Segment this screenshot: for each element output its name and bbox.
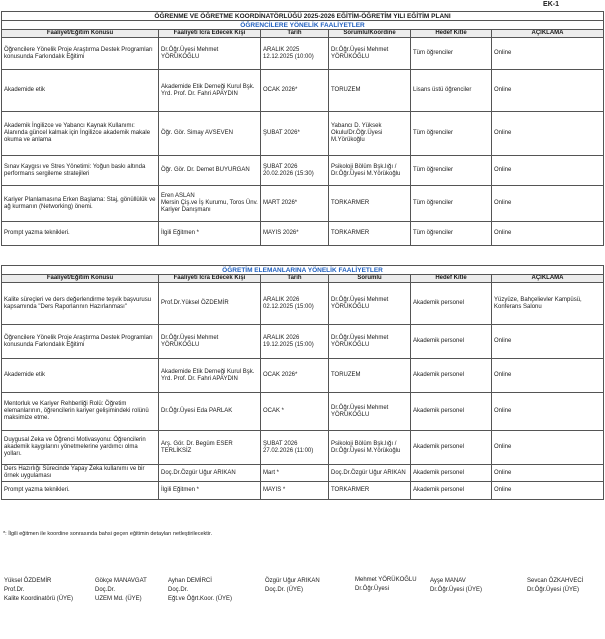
table-cell: Yüzyüze, Bahçelievler Kampüsü, Konferans Salonu [492, 283, 604, 325]
table-cell: Online [492, 222, 604, 246]
table-cell: Akademik personel [411, 393, 492, 431]
table-cell: İlgili Eğitmen * [159, 482, 261, 500]
column-header: Hedef Kitle [411, 275, 492, 283]
table-cell: Dr.Öğr.Üyesi Eda PARLAK [159, 393, 261, 431]
table-cell: Mentorluk ve Kariyer Rehberliği Rolü: Öğretim elemanlarının, öğrencilerin kariyer gelişimindeki rolünü maksimize etme. [2, 393, 159, 431]
table-cell: Akademik personel [411, 359, 492, 393]
signatory-title: Dr.Öğr.Üyesi [355, 586, 390, 592]
table-cell: TORKARMER [329, 222, 411, 246]
table-cell: Prof.Dr.Yüksel ÖZDEMİR [159, 283, 261, 325]
signatory-title: Eğt.ve Öğrt.Koor. (ÜYE) [168, 596, 233, 602]
table-cell: Online [492, 70, 604, 112]
table-row [2, 112, 604, 156]
table-cell: OCAK 2026* [261, 70, 329, 112]
table-cell: Arş. Gör. Dr. Begüm ESER TERLİKSİZ [159, 431, 261, 465]
signatory [430, 577, 482, 595]
table-cell: Tüm öğrenciler [411, 156, 492, 186]
signatory [4, 577, 73, 604]
table-cell: ARALIK 2026 19.12.2025 (15:00) [261, 325, 329, 359]
plan-title-row [2, 12, 604, 21]
table-cell: Duygusal Zeka ve Öğrenci Motivasyonu: Öğrencilerin akademik kaygılarını yönetmelerine yardımcı olma yolları. [2, 431, 159, 465]
table-cell: Dr.Öğr.Üyesi Mehmet YÖRÜKOĞLU [329, 393, 411, 431]
table-cell: MART 2026* [261, 186, 329, 222]
signatory-name: Sevcan ÖZKAHVECİ [527, 578, 584, 584]
table-row [2, 222, 604, 246]
table-row [2, 359, 604, 393]
section-title-row [2, 21, 604, 30]
table-cell: Öğr. Gör. Dr. Demet BUYURGAN [159, 156, 261, 186]
table-cell: ŞUBAT 2026 27.02.2026 (11:00) [261, 431, 329, 465]
table-cell: Yabancı D. Yüksek Okulu/Dr.Öğr.Üyesi M.Yörükoğlu [329, 112, 411, 156]
signatory-name: Mehmet YÖRÜKOĞLU [355, 577, 417, 583]
table-cell: Sınav Kaygısı ve Stres Yönetimi: Yoğun baskı altında performans sergileme stratejileri [2, 156, 159, 186]
signatory-name: Özgür Uğur ARIKAN [265, 578, 320, 584]
column-header: Hedef Kitle [411, 30, 492, 38]
signatory-title: Doç.Dr. [95, 587, 116, 593]
signatory [265, 577, 320, 595]
table-cell: Öğr. Gör. Simay AVSEVEN [159, 112, 261, 156]
table-cell: TORKARMER [329, 482, 411, 500]
table-cell: OCAK 2026* [261, 359, 329, 393]
table-cell: Online [492, 431, 604, 465]
signatory-name: Ayşe MANAV [430, 578, 466, 584]
signatory-name: Yüksel ÖZDEMİR [4, 578, 52, 584]
table-row [2, 393, 604, 431]
table-cell: Dr.Öğr.Üyesi Mehmet YÖRÜKOĞLU [329, 283, 411, 325]
table-cell: Kariyer Planlamasına Erken Başlama: Staj, gönüllülük ve ağ kurmanın (Networking) önemi. [2, 186, 159, 222]
table-cell: ARALIK 2025 12.12.2025 (10:00) [261, 38, 329, 70]
column-header: AÇIKLAMA [492, 30, 604, 38]
signatory-title: Kalite Koordinatörü (ÜYE) [4, 596, 74, 602]
table-cell: Online [492, 112, 604, 156]
staff-activities-table [1, 265, 604, 500]
table-cell: Doç.Dr.Özgür Uğur ARIKAN [159, 465, 261, 482]
table-cell: Dr.Öğr.Üyesi Mehmet YÖRÜKOĞLU [329, 325, 411, 359]
table-cell: Online [492, 186, 604, 222]
table-cell: ARALIK 2026 02.12.2025 (15:00) [261, 283, 329, 325]
table-cell: Akademide Etik Derneği Kurul Bşk. Yrd. Prof. Dr. Fahri APAYDIN [159, 359, 261, 393]
table-cell: TORKARMER [329, 186, 411, 222]
table-cell: Akademik personel [411, 482, 492, 500]
signatory [527, 577, 583, 595]
table-cell: Online [492, 465, 604, 482]
column-header: Faaliyeti İcra Edecek Kişi [159, 30, 261, 38]
signatory-name: Ayhan DEMİRCİ [168, 578, 212, 584]
signatory-title: UZEM Md. (ÜYE) [95, 596, 142, 602]
column-header: Tarih [261, 275, 329, 283]
column-header: Sorumlu/Koordine [329, 30, 411, 38]
signatory-title: Dr.Öğr.Üyesi (ÜYE) [430, 587, 483, 593]
table-cell: Akademik personel [411, 465, 492, 482]
table-cell: Akademide etik [2, 70, 159, 112]
table-cell: Online [492, 156, 604, 186]
signatory [168, 577, 232, 604]
section-title: ÖĞRENCİLERE YÖNELİK FAALİYETLER [2, 21, 604, 30]
table-cell: TORUZEM [329, 359, 411, 393]
signatory-name: Gökçe MANAVGAT [95, 578, 147, 584]
table-cell: ŞUBAT 2026 20.02.2026 (15:30) [261, 156, 329, 186]
table-cell: Prompt yazma teknikleri. [2, 222, 159, 246]
column-header: Faaliyeti İcra Edecek Kişi [159, 275, 261, 283]
table-row [2, 465, 604, 482]
table-cell: Online [492, 325, 604, 359]
table-cell: OCAK * [261, 393, 329, 431]
column-header: AÇIKLAMA [492, 275, 604, 283]
student-activities-table [1, 11, 604, 246]
table-cell: Online [492, 393, 604, 431]
table-row [2, 482, 604, 500]
table-cell: Akademide Etik Derneği Kurul Bşk. Yrd. Prof. Dr. Fahri APAYDIN [159, 70, 261, 112]
table-cell: Öğrencilere Yönelik Proje Araştırma Destek Programları konusunda Farkındalık Eğitimi [2, 325, 159, 359]
table-cell: Akademik personel [411, 431, 492, 465]
column-header: Sorumlu [329, 275, 411, 283]
table-cell: MAYIS * [261, 482, 329, 500]
section-title-row [2, 266, 604, 275]
table-row [2, 325, 604, 359]
table-cell: İlgili Eğitmen * [159, 222, 261, 246]
table-row [2, 156, 604, 186]
signatory-title: Dr.Öğr.Üyesi (ÜYE) [527, 587, 580, 593]
signatory-title: Prof.Dr. [4, 587, 25, 593]
signatory-title: Doç.Dr. (ÜYE) [265, 587, 304, 593]
table-cell: Doç.Dr.Özgür Uğur ARIKAN [329, 465, 411, 482]
table-row [2, 38, 604, 70]
table-cell: Akademide etik [2, 359, 159, 393]
table-cell: ŞUBAT 2026* [261, 112, 329, 156]
signatory [355, 576, 417, 594]
signatory [95, 577, 147, 604]
footnote: *: İlgili eğitmen ile koordine sonrasında bahsi geçen eğitimin detayları netleştirilecektir. [3, 531, 213, 537]
column-header: Faaliyet/Eğitim Konusu [2, 275, 159, 283]
table-cell: Prompt yazma teknikleri. [2, 482, 159, 500]
table-row [2, 186, 604, 222]
table-cell: Online [492, 38, 604, 70]
table-cell: Tüm öğrenciler [411, 112, 492, 156]
annex-label: EK-1 [543, 1, 559, 8]
table-cell: Online [492, 359, 604, 393]
table-cell: Online [492, 482, 604, 500]
table-cell: Ders Hazırlığı Sürecinde Yapay Zeka kullanımı ve bir örnek uygulaması [2, 465, 159, 482]
table-cell: Akademik İngilizce ve Yabancı Kaynak Kullanımı: Alanında güncel kalmak için İngilizce akademik makale okuma ve anlama [2, 112, 159, 156]
section-title: ÖĞRETİM ELEMANLARINA YÖNELİK FAALİYETLER [2, 266, 604, 275]
column-header: Tarih [261, 30, 329, 38]
table-row [2, 431, 604, 465]
header-row [2, 275, 604, 283]
table-cell: Psikoloji Bölüm Bşk.lığı / Dr.Öğr.Üyesi M.Yörükoğlu [329, 431, 411, 465]
table-cell: TORUZEM [329, 70, 411, 112]
table-cell: Dr.Öğr.Üyesi Mehmet YÖRÜKOĞLU [159, 325, 261, 359]
table-row [2, 283, 604, 325]
table-cell: Dr.Öğr.Üyesi Mehmet YÖRÜKOĞLU [329, 38, 411, 70]
table-cell: Lisans üstü öğrenciler [411, 70, 492, 112]
table-cell: MAYIS 2026* [261, 222, 329, 246]
table-cell: Akademik personel [411, 325, 492, 359]
table-row [2, 70, 604, 112]
table-cell: Tüm öğrenciler [411, 222, 492, 246]
table-cell: Mart * [261, 465, 329, 482]
table-cell: Akademik personel [411, 283, 492, 325]
table-cell: Tüm öğrenciler [411, 38, 492, 70]
column-header: Faaliyet/Eğitim Konusu [2, 30, 159, 38]
table-cell: Kalite süreçleri ve ders değerlendirme teşvik başvurusu kapsamında "Ders Raporlarının Hazırlanması" [2, 283, 159, 325]
table-cell: Öğrencilere Yönelik Proje Araştırma Destek Programları konusunda Farkındalık Eğitimi [2, 38, 159, 70]
table-cell: Dr.Öğr.Üyesi Mehmet YÖRÜKOĞLU [159, 38, 261, 70]
plan-title: ÖĞRENME VE ÖĞRETME KOORDİNATÖRLÜĞÜ 2025-2026 EĞİTİM-ÖĞRETİM YILI EĞİTİM PLANI [2, 12, 604, 21]
signatory-title: Doç.Dr. [168, 587, 189, 593]
table-cell: Psikoloji Bölüm Bşk.lığı / Dr.Öğr.Üyesi M.Yörükoğlu [329, 156, 411, 186]
header-row [2, 30, 604, 38]
table-cell: Tüm öğrenciler [411, 186, 492, 222]
table-cell: Eren ASLAN Mersin Çiş.ve İş Kurumu, Toros Ünv. Kariyer Danışmanı [159, 186, 261, 222]
